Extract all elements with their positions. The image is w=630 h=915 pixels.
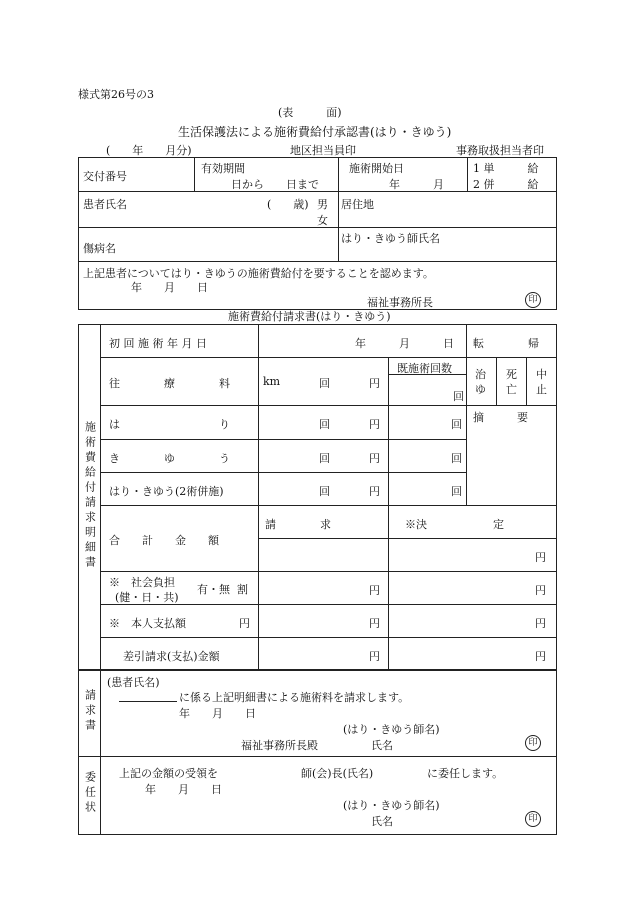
- cured-label: 治ゆ: [475, 367, 488, 396]
- social-burden-label-cell: [101, 572, 259, 605]
- practitioner-cell[interactable]: [339, 228, 557, 262]
- prior-count-label: 既施術回数: [397, 362, 452, 375]
- period: ( 年 月分): [106, 144, 192, 157]
- disease-cell[interactable]: [79, 228, 339, 262]
- option-combined: 2 併 給: [473, 178, 539, 191]
- validity-cell[interactable]: [195, 158, 339, 192]
- age-label: ( 歳): [267, 198, 309, 211]
- approval-table: [78, 157, 557, 310]
- kyu-label: き ゆ う: [109, 452, 230, 465]
- side-label: (表 面): [278, 106, 342, 119]
- outcome-label: 転 帰: [473, 337, 539, 350]
- approval-date: 年 月 日: [131, 281, 208, 294]
- times-unit: 回: [451, 452, 462, 465]
- yen-unit: 円: [369, 377, 380, 390]
- delegation-text-c: に委任します。: [427, 766, 504, 780]
- stopped-label: 中止: [536, 367, 547, 396]
- district-seal-label: 地区担当員印: [290, 144, 356, 157]
- validity-label: 有効期間: [201, 162, 245, 175]
- ratio-label: 割: [237, 583, 248, 596]
- office-seal-label: 事務取扱担当者印: [456, 144, 544, 157]
- yen-unit: 円: [239, 617, 250, 630]
- patient-name-blank[interactable]: [119, 689, 177, 702]
- total-request-cell[interactable]: [259, 539, 389, 572]
- decision-label: ※決 定: [405, 518, 504, 531]
- cured-cell[interactable]: [467, 358, 497, 406]
- disease-label: 傷病名: [83, 242, 116, 255]
- claim-table: [78, 324, 557, 671]
- request-header-cell: [259, 506, 389, 539]
- kyu-label-cell: [101, 440, 259, 473]
- delegation-label-cell: [79, 756, 101, 834]
- died-cell[interactable]: [497, 358, 527, 406]
- request-addressee: 福祉事務所長殿: [241, 739, 318, 752]
- hari-count-cell[interactable]: [389, 406, 467, 440]
- total-decision-cell[interactable]: [389, 539, 557, 572]
- times-unit: 回: [319, 452, 330, 465]
- approval-statement: 上記患者についてはり・きゆうの施術費給付を要することを認めます。: [83, 267, 434, 280]
- both-label-cell: [101, 473, 259, 506]
- stopped-cell[interactable]: [527, 358, 557, 406]
- claim-title: 施術費給付請求書(はり・きゆう): [228, 310, 391, 323]
- net-request-cell[interactable]: [259, 638, 389, 671]
- hari-label: は り: [109, 418, 230, 431]
- request-text: に係る上記明細書による施術料を請求します。: [179, 691, 410, 704]
- hari-label-cell: [101, 406, 259, 440]
- social-burden-decision-cell[interactable]: [389, 572, 557, 605]
- address-label: 居住地: [341, 198, 374, 211]
- start-date-label: 施術開始日: [349, 162, 404, 175]
- yen-unit: 円: [535, 650, 546, 663]
- times-unit: 回: [319, 485, 330, 498]
- times-unit: 回: [319, 377, 330, 390]
- request-label-cell: [79, 670, 101, 756]
- yen-unit: 円: [369, 418, 380, 431]
- social-burden-request-cell[interactable]: [259, 572, 389, 605]
- request-practitioner-label: (はり・きゆう師名): [343, 723, 440, 736]
- address-cell[interactable]: [339, 192, 557, 228]
- form-number: 様式第26号の3: [78, 88, 154, 101]
- start-year-month: 年 月: [389, 178, 444, 191]
- both-value-cell[interactable]: [259, 473, 389, 506]
- total-label: 合 計 金 額: [109, 534, 219, 547]
- yen-unit: 円: [535, 551, 546, 564]
- social-burden-label: ※ 社会負担: [109, 576, 175, 589]
- died-label: 死亡: [506, 367, 517, 396]
- yen-unit: 円: [535, 584, 546, 597]
- form-title: 生活保護法による施術費給付承認書(はり・きゆう): [178, 125, 452, 139]
- self-pay-decision-cell[interactable]: [389, 605, 557, 638]
- net-label-cell: [101, 638, 259, 671]
- yen-unit: 円: [369, 650, 380, 663]
- kyu-value-cell[interactable]: [259, 440, 389, 473]
- net-decision-cell[interactable]: [389, 638, 557, 671]
- request-delegation-table: [78, 669, 557, 835]
- office-chief: 福祉事務所長: [367, 296, 433, 309]
- times-unit: 回: [453, 390, 464, 403]
- request-patient-label: (患者氏名): [107, 676, 160, 689]
- request-label: 請 求: [265, 518, 331, 531]
- delegation-date: 年 月 日: [145, 782, 222, 796]
- times-unit: 回: [319, 418, 330, 431]
- both-count-cell[interactable]: [389, 473, 467, 506]
- first-date-ymd: 年 月 日: [355, 337, 454, 350]
- validity-range: 日から 日まで: [231, 178, 319, 191]
- both-label: はり・きゆう(2術併施): [109, 485, 224, 498]
- seal-icon: 印: [525, 735, 541, 751]
- delegation-vertical-label: 委任状: [83, 771, 97, 816]
- patient-name-cell[interactable]: [79, 192, 339, 228]
- practitioner-label: はり・きゆう師氏名: [341, 232, 440, 245]
- approval-statement-cell: [79, 262, 557, 310]
- male-label: 男: [317, 198, 328, 211]
- travel-value-cell[interactable]: [259, 358, 389, 406]
- social-burden-sub: (健・日・共): [115, 591, 179, 604]
- delegation-body-cell[interactable]: [101, 756, 557, 834]
- claim-vertical-label: 施術費給付請求明細書: [83, 421, 97, 571]
- summary-cell[interactable]: [467, 406, 557, 506]
- prior-count-cell[interactable]: [389, 358, 467, 406]
- net-amount-label: 差引請求(支払)金額: [123, 650, 220, 663]
- yen-unit: 円: [369, 584, 380, 597]
- first-date-label-cell: [101, 325, 259, 358]
- seal-icon: 印: [525, 292, 541, 308]
- request-body-cell[interactable]: [101, 670, 557, 756]
- delegation-text-b: 師(会)長(氏名): [301, 766, 374, 780]
- yen-unit: 円: [369, 485, 380, 498]
- delegation-name-label: 氏名: [371, 814, 393, 828]
- issue-no-cell[interactable]: [79, 158, 195, 192]
- request-date: 年 月 日: [179, 707, 256, 720]
- delegation-text-a: 上記の金額の受領を: [119, 766, 218, 780]
- start-date-cell[interactable]: [339, 158, 557, 192]
- times-unit: 回: [451, 485, 462, 498]
- yen-unit: 円: [369, 452, 380, 465]
- times-unit: 回: [451, 418, 462, 431]
- claim-vertical-label-cell: [79, 325, 101, 671]
- divider: [467, 158, 469, 192]
- delegation-practitioner-label: (はり・きゆう師名): [343, 798, 440, 812]
- yes-no-label: 有・無: [197, 583, 230, 596]
- first-date-value-cell[interactable]: [259, 325, 467, 358]
- travel-label: 往 療 料: [109, 377, 230, 390]
- request-name-label: 氏名: [371, 739, 393, 752]
- patient-name-label: 患者氏名: [83, 198, 127, 211]
- seal-icon: 印: [525, 811, 541, 827]
- total-label-cell: [101, 506, 259, 572]
- decision-header-cell: [389, 506, 557, 539]
- km-unit: km: [263, 375, 281, 388]
- hari-value-cell[interactable]: [259, 406, 389, 440]
- female-label: 女: [317, 214, 328, 227]
- kyu-count-cell[interactable]: [389, 440, 467, 473]
- yen-unit: 円: [535, 617, 546, 630]
- option-single: 1 単 給: [473, 162, 539, 175]
- self-pay-label-cell: [101, 605, 259, 638]
- outcome-header-cell: [467, 325, 557, 358]
- self-pay-label: ※ 本人支払額: [109, 617, 186, 630]
- summary-label: 摘 要: [473, 411, 528, 424]
- request-vertical-label: 請求書: [83, 689, 97, 735]
- travel-label-cell: [101, 358, 259, 406]
- yen-unit: 円: [369, 617, 380, 630]
- self-pay-request-cell[interactable]: [259, 605, 389, 638]
- first-date-label: 初 回 施 術 年 月 日: [109, 337, 207, 350]
- issue-no-label: 交付番号: [83, 170, 127, 183]
